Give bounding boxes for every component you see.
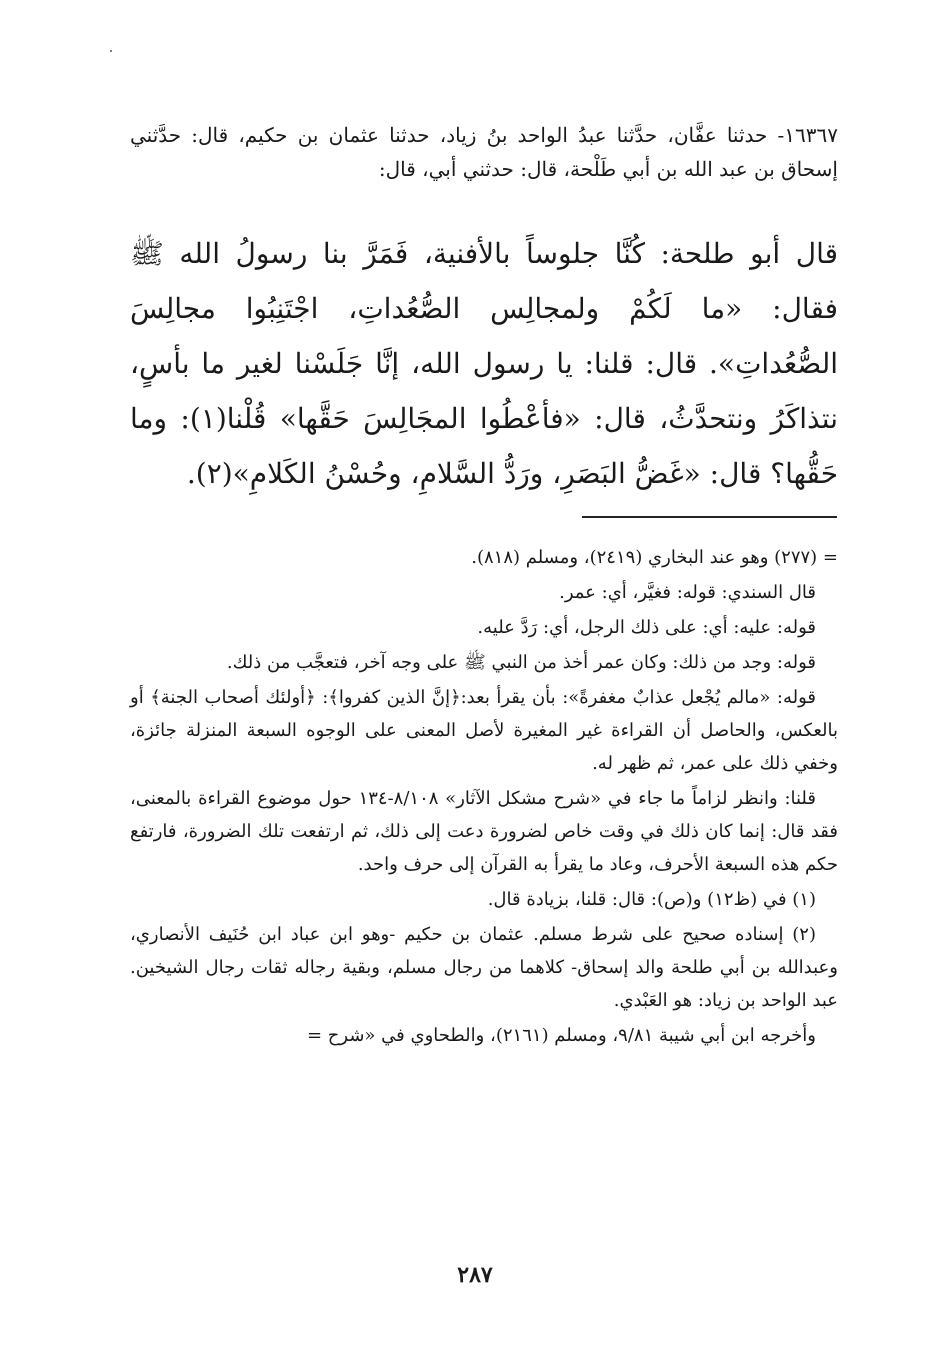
footnote-paragraph: = (٢٧٧) وهو عند البخاري (٢٤١٩)، ومسلم (٨١٨).: [471, 547, 838, 568]
matn-text: قال أبو طلحة: كُنَّا جلوساً بالأفنية، فَمَرَّ بنا رسولُ الله ﷺ فقال: «ما لَكُمْ ولمجالِس الصُّعُداتِ، اجْتَنِبُوا مجالِسَ الصُّعُداتِ». قال: قلنا: يا رسول الله، إنَّا جَلَسْنا لغير ما بأسٍ، نتذاكَرُ ونتحدَّثُ، قال: «فأعْطُوا المجَالِسَ حَقَّها» قُلْنا(١): وما حَقُّها؟ قال: «غَضُّ البَصَرِ، ورَدُّ السَّلامِ، وحُسْنُ الكَلامِ»(٢).: [130, 237, 838, 490]
footnote-separator: [582, 516, 837, 518]
scan-speck: [110, 50, 112, 52]
footnote-paragraph: (٢) إسناده صحيح على شرط مسلم. عثمان بن حكيم -وهو ابن عباد ابن حُنَيف الأنصاري، وعبدالله بن أبي طلحة والد إسحاق- كلاهما من رجال مسلم، وبقية رجاله ثقات رجال الشيخين. عبد الواحد بن زياد: هو العَبْدي.: [130, 924, 838, 1011]
hadith-matn: [130, 226, 838, 501]
footnote-paragraph: قوله: عليه: أي: على ذلك الرجل، أي: رَدَّ عليه.: [477, 617, 816, 638]
footnotes: [130, 541, 838, 1054]
hadith-isnad: [130, 118, 838, 186]
footnote-paragraph: قال السندي: قوله: فغيَّر، أي: عمر.: [559, 582, 816, 603]
isnad-text: ١٦٣٦٧- حدثنا عفَّان، حدَّثنا عبدُ الواحد بنُ زياد، حدثنا عثمان بن حكيم، قال: حدَّثني إسحاق بن عبد الله بن أبي طَلْحة، قال: حدثني أبي، قال:: [130, 123, 838, 181]
footnote-paragraph: (١) في (ظ١٢) و(ص): قال: قلنا، بزيادة قال.: [487, 889, 816, 910]
footnote-paragraph: قوله: «مالم يُجْعل عذابٌ مغفرةً»: بأن يقرأ بعد:﴿إنَّ الذين كفروا﴾: ﴿أولئك أصحاب الجنة﴾ أو بالعكس، والحاصل أن القراءة غير المغيرة لأصل المعنى على الوجوه السبعة المنزلة جائزة، وخفي ذلك على عمر، ثم ظهر له.: [130, 687, 838, 774]
page-number: ٢٨٧: [457, 1262, 493, 1288]
footnote-paragraph: وأخرجه ابن أبي شيبة ٩/٨١، ومسلم (٢١٦١)، والطحاوي في «شرح =: [307, 1025, 816, 1046]
footnote-paragraph: قلنا: وانظر لزاماً ما جاء في «شرح مشكل الآثار» ٨/١٠٨-١٣٤ حول موضوع القراءة بالمعنى، فقد قال: إنما كان ذلك في وقت خاص لضرورة دعت إلى ذلك، ثم ارتفعت تلك الضرورة، فارتفع حكم هذه السبعة الأحرف، وعاد ما يقرأ به القرآن إلى حرف واحد.: [130, 788, 838, 875]
footnote-paragraph: قوله: وجد من ذلك: وكان عمر أخذ من النبي ﷺ على وجه آخر، فتعجَّب من ذلك.: [226, 652, 816, 673]
